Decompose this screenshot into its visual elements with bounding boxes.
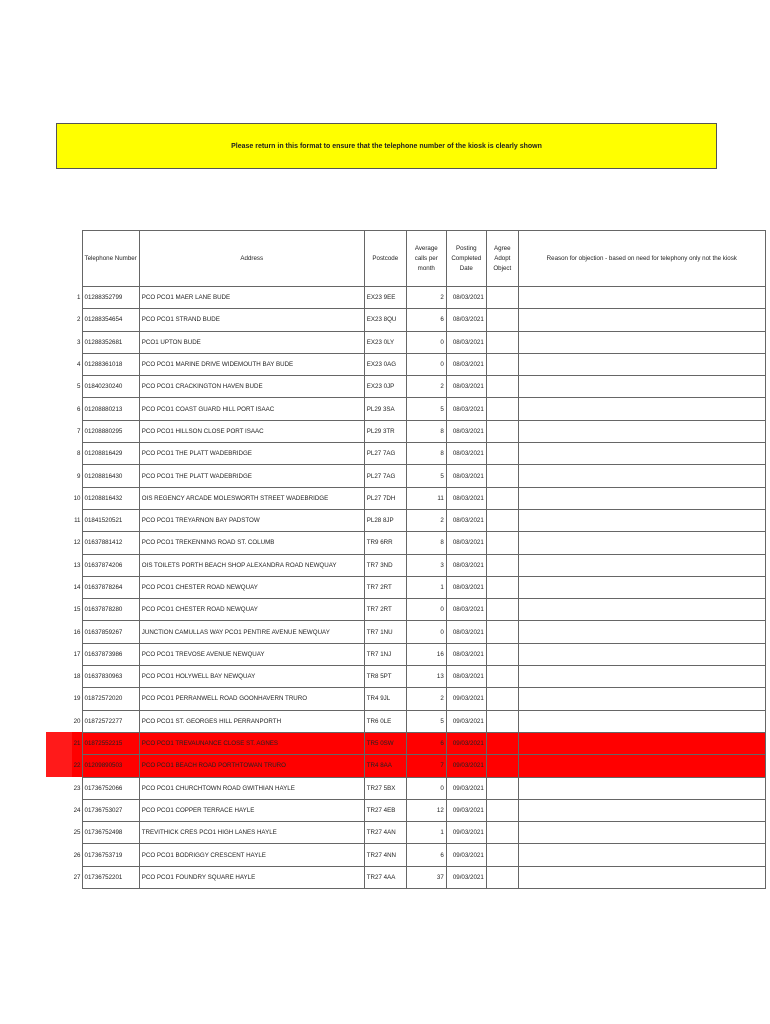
calls-cell: 16 — [406, 643, 446, 665]
header-address: Address — [139, 231, 364, 287]
posting-date-cell: 08/03/2021 — [446, 554, 486, 576]
postcode-cell: TR27 4AA — [364, 866, 406, 888]
reason-cell — [518, 732, 765, 754]
postcode-cell: TR5 0SW — [364, 732, 406, 754]
table-row — [72, 621, 765, 643]
reason-cell — [518, 576, 765, 598]
agree-cell — [486, 799, 518, 821]
instruction-banner — [56, 123, 717, 169]
agree-cell — [486, 287, 518, 309]
address-cell: PCO PCO1 COAST GUARD HILL PORT ISAAC — [139, 398, 364, 420]
posting-date-cell: 09/03/2021 — [446, 844, 486, 866]
table-row — [72, 331, 765, 353]
address-cell: PCO PCO1 THE PLATT WADEBRIDGE — [139, 443, 364, 465]
telephone-cell: 01288361018 — [82, 353, 139, 375]
row-number: 18 — [73, 673, 81, 681]
calls-cell: 13 — [406, 666, 446, 688]
row-number: 3 — [77, 338, 81, 346]
posting-date-cell: 08/03/2021 — [446, 420, 486, 442]
header-posting: Posting Completed Date — [446, 231, 486, 287]
postcode-cell: TR7 2RT — [364, 599, 406, 621]
reason-cell — [518, 621, 765, 643]
posting-date-cell: 09/03/2021 — [446, 777, 486, 799]
postcode-cell: TR7 2RT — [364, 576, 406, 598]
table-row — [72, 822, 765, 844]
header-row — [72, 231, 765, 287]
agree-cell — [486, 420, 518, 442]
table-row — [72, 643, 765, 665]
telephone-cell: 01736752201 — [82, 866, 139, 888]
telephone-cell: 01736753027 — [82, 799, 139, 821]
row-number: 21 — [73, 740, 81, 748]
row-number: 14 — [73, 584, 81, 591]
postcode-cell: TR8 5PT — [364, 666, 406, 688]
posting-date-cell: 08/03/2021 — [446, 487, 486, 509]
reason-cell — [518, 443, 765, 465]
row-number: 2 — [77, 316, 81, 324]
reason-cell — [518, 353, 765, 375]
agree-cell — [486, 398, 518, 420]
address-cell: PCO PCO1 HOLYWELL BAY NEWQUAY — [139, 666, 364, 688]
row-number: 12 — [73, 539, 81, 547]
calls-cell: 5 — [406, 710, 446, 732]
row-number: 16 — [73, 628, 81, 636]
row-number: 4 — [77, 361, 81, 369]
reason-cell — [518, 532, 765, 554]
postcode-cell: EX23 0AG — [364, 353, 406, 375]
kiosk-table — [72, 230, 766, 889]
calls-cell: 6 — [406, 732, 446, 754]
table-row — [72, 398, 765, 420]
reason-cell — [518, 866, 765, 888]
address-cell: TREVITHICK CRES PCO1 HIGH LANES HAYLE — [139, 822, 364, 844]
address-cell: JUNCTION CAMULLAS WAY PCO1 PENTIRE AVENUE NEWQUAY — [139, 621, 364, 643]
reason-cell — [518, 331, 765, 353]
telephone-cell: 01209890503 — [82, 755, 139, 777]
agree-cell — [486, 666, 518, 688]
address-cell: PCO PCO1 HILLSON CLOSE PORT ISAAC — [139, 420, 364, 442]
reason-cell — [518, 688, 765, 710]
row-number: 5 — [77, 383, 81, 391]
posting-date-cell: 08/03/2021 — [446, 353, 486, 375]
reason-cell — [518, 643, 765, 665]
header-reason: Reason for objection - based on need for telephony only not the kiosk — [518, 231, 765, 287]
address-cell: PCO PCO1 PERRANWELL ROAD GOONHAVERN TRURO — [139, 688, 364, 710]
postcode-cell: TR9 6RR — [364, 532, 406, 554]
address-cell: PCO PCO1 BEACH ROAD PORTHTOWAN TRURO — [139, 755, 364, 777]
telephone-cell: 01637859267 — [82, 621, 139, 643]
table-row — [72, 287, 765, 309]
postcode-cell: TR7 1NU — [364, 621, 406, 643]
posting-date-cell: 09/03/2021 — [446, 822, 486, 844]
posting-date-cell: 09/03/2021 — [446, 710, 486, 732]
calls-cell: 2 — [406, 287, 446, 309]
calls-cell: 8 — [406, 420, 446, 442]
calls-cell: 0 — [406, 331, 446, 353]
telephone-cell: 01840230240 — [82, 376, 139, 398]
reason-cell — [518, 799, 765, 821]
reason-cell — [518, 465, 765, 487]
banner-text: Please return in this format to ensure that the telephone number of the kiosk is clearly shown — [231, 142, 542, 150]
agree-cell — [486, 309, 518, 331]
address-cell: PCO PCO1 TREVAUNANCE CLOSE ST. AGNES — [139, 732, 364, 754]
posting-date-cell: 08/03/2021 — [446, 331, 486, 353]
address-cell: PCO PCO1 CRACKINGTON HAVEN BUDE — [139, 376, 364, 398]
address-cell: PCO1 UPTON BUDE — [139, 331, 364, 353]
calls-cell: 1 — [406, 576, 446, 598]
calls-cell: 6 — [406, 844, 446, 866]
reason-cell — [518, 420, 765, 442]
table-row — [72, 465, 765, 487]
agree-cell — [486, 465, 518, 487]
table-row — [72, 755, 765, 777]
postcode-cell: PL27 7DH — [364, 487, 406, 509]
address-cell: PCO PCO1 TREVOSE AVENUE NEWQUAY — [139, 643, 364, 665]
table-row — [72, 666, 765, 688]
agree-cell — [486, 643, 518, 665]
telephone-cell: 01736752066 — [82, 777, 139, 799]
table-row — [72, 777, 765, 799]
posting-date-cell: 08/03/2021 — [446, 621, 486, 643]
table-row — [72, 532, 765, 554]
postcode-cell: TR4 9JL — [364, 688, 406, 710]
table-row — [72, 844, 765, 866]
address-cell: OIS REGENCY ARCADE MOLESWORTH STREET WADEBRIDGE — [139, 487, 364, 509]
telephone-cell: 01736753719 — [82, 844, 139, 866]
postcode-cell: EX23 0LY — [364, 331, 406, 353]
agree-cell — [486, 599, 518, 621]
agree-cell — [486, 443, 518, 465]
telephone-cell: 01841520521 — [82, 509, 139, 531]
telephone-cell: 01208880213 — [82, 398, 139, 420]
posting-date-cell: 08/03/2021 — [446, 287, 486, 309]
postcode-cell: PL27 7AG — [364, 465, 406, 487]
telephone-cell: 01637873986 — [82, 643, 139, 665]
row-number: 13 — [73, 561, 81, 569]
agree-cell — [486, 866, 518, 888]
calls-cell: 5 — [406, 398, 446, 420]
postcode-cell: TR27 4NN — [364, 844, 406, 866]
row-number: 23 — [73, 784, 81, 792]
posting-date-cell: 09/03/2021 — [446, 688, 486, 710]
row-number: 10 — [73, 494, 81, 502]
reason-cell — [518, 309, 765, 331]
posting-date-cell: 09/03/2021 — [446, 755, 486, 777]
agree-cell — [486, 376, 518, 398]
row-number: 20 — [73, 717, 81, 725]
row-number: 17 — [73, 650, 81, 658]
row-number: 27 — [73, 873, 81, 881]
agree-cell — [486, 755, 518, 777]
posting-date-cell: 08/03/2021 — [446, 509, 486, 531]
row-number: 19 — [73, 695, 81, 703]
posting-date-cell: 08/03/2021 — [446, 376, 486, 398]
agree-cell — [486, 532, 518, 554]
row-number: 7 — [77, 427, 81, 435]
address-cell: PCO PCO1 MARINE DRIVE WIDEMOUTH BAY BUDE — [139, 353, 364, 375]
telephone-cell: 01288352799 — [82, 287, 139, 309]
postcode-cell: TR27 4EB — [364, 799, 406, 821]
table-row — [72, 487, 765, 509]
calls-cell: 8 — [406, 532, 446, 554]
calls-cell: 0 — [406, 599, 446, 621]
address-cell: PCO PCO1 FOUNDRY SQUARE HAYLE — [139, 866, 364, 888]
address-cell: PCO PCO1 CHESTER ROAD NEWQUAY — [139, 599, 364, 621]
row-number: 9 — [77, 472, 81, 480]
table-row — [72, 554, 765, 576]
reason-cell — [518, 554, 765, 576]
agree-cell — [486, 688, 518, 710]
table-row — [72, 376, 765, 398]
row-number: 25 — [73, 829, 81, 837]
telephone-cell: 01208816430 — [82, 465, 139, 487]
posting-date-cell: 08/03/2021 — [446, 599, 486, 621]
posting-date-cell: 08/03/2021 — [446, 666, 486, 688]
table-row — [72, 710, 765, 732]
agree-cell — [486, 509, 518, 531]
header-agree: Agree Adopt Object — [486, 231, 518, 287]
row-number: 24 — [73, 806, 81, 814]
postcode-cell: EX23 9EE — [364, 287, 406, 309]
postcode-cell: PL29 3TR — [364, 420, 406, 442]
header-postcode: Postcode — [364, 231, 406, 287]
row-number: 6 — [77, 405, 81, 413]
table-row — [72, 509, 765, 531]
table-row — [72, 576, 765, 598]
telephone-cell: 01872552215 — [82, 732, 139, 754]
agree-cell — [486, 487, 518, 509]
table-row — [72, 688, 765, 710]
postcode-cell: TR4 8AA — [364, 755, 406, 777]
row-number: 8 — [77, 450, 81, 458]
telephone-cell: 01637878264 — [82, 576, 139, 598]
posting-date-cell: 08/03/2021 — [446, 532, 486, 554]
posting-date-cell: 08/03/2021 — [446, 643, 486, 665]
reason-cell — [518, 710, 765, 732]
telephone-cell: 01637830963 — [82, 666, 139, 688]
calls-cell: 2 — [406, 376, 446, 398]
address-cell: PCO PCO1 ST. GEORGES HILL PERRANPORTH — [139, 710, 364, 732]
calls-cell: 7 — [406, 755, 446, 777]
agree-cell — [486, 621, 518, 643]
table-row — [72, 443, 765, 465]
telephone-cell: 01736752498 — [82, 822, 139, 844]
table-row — [72, 353, 765, 375]
table-row — [72, 799, 765, 821]
row-number: 22 — [73, 762, 81, 770]
agree-cell — [486, 331, 518, 353]
calls-cell: 2 — [406, 688, 446, 710]
table-row — [72, 866, 765, 888]
posting-date-cell: 09/03/2021 — [446, 732, 486, 754]
postcode-cell: EX23 8QU — [364, 309, 406, 331]
telephone-cell: 01288354654 — [82, 309, 139, 331]
telephone-cell: 01872572277 — [82, 710, 139, 732]
address-cell: PCO PCO1 THE PLATT WADEBRIDGE — [139, 465, 364, 487]
address-cell: PCO PCO1 STRAND BUDE — [139, 309, 364, 331]
posting-date-cell: 09/03/2021 — [446, 799, 486, 821]
agree-cell — [486, 777, 518, 799]
reason-cell — [518, 398, 765, 420]
telephone-cell: 01288352681 — [82, 331, 139, 353]
agree-cell — [486, 844, 518, 866]
table-row — [72, 599, 765, 621]
address-cell: PCO PCO1 TREYARNON BAY PADSTOW — [139, 509, 364, 531]
address-cell: PCO PCO1 CHESTER ROAD NEWQUAY — [139, 576, 364, 598]
telephone-cell: 01637878280 — [82, 599, 139, 621]
table-row — [72, 732, 765, 754]
reason-cell — [518, 777, 765, 799]
calls-cell: 0 — [406, 621, 446, 643]
calls-cell: 3 — [406, 554, 446, 576]
telephone-cell: 01208816429 — [82, 443, 139, 465]
calls-cell: 0 — [406, 353, 446, 375]
reason-cell — [518, 599, 765, 621]
header-calls: Average calls per month — [406, 231, 446, 287]
calls-cell: 11 — [406, 487, 446, 509]
agree-cell — [486, 554, 518, 576]
reason-cell — [518, 287, 765, 309]
table-row — [72, 309, 765, 331]
row-number: 26 — [73, 851, 81, 859]
reason-cell — [518, 755, 765, 777]
telephone-cell: 01208880295 — [82, 420, 139, 442]
reason-cell — [518, 376, 765, 398]
calls-cell: 1 — [406, 822, 446, 844]
reason-cell — [518, 666, 765, 688]
agree-cell — [486, 710, 518, 732]
calls-cell: 37 — [406, 866, 446, 888]
postcode-cell: TR27 4AN — [364, 822, 406, 844]
reason-cell — [518, 509, 765, 531]
postcode-cell: PL29 3SA — [364, 398, 406, 420]
posting-date-cell: 08/03/2021 — [446, 443, 486, 465]
agree-cell — [486, 822, 518, 844]
posting-date-cell: 08/03/2021 — [446, 398, 486, 420]
address-cell: PCO PCO1 TREKENNING ROAD ST. COLUMB — [139, 532, 364, 554]
telephone-cell: 01872572020 — [82, 688, 139, 710]
address-cell: OIS TOILETS PORTH BEACH SHOP ALEXANDRA ROAD NEWQUAY — [139, 554, 364, 576]
calls-cell: 6 — [406, 309, 446, 331]
posting-date-cell: 08/03/2021 — [446, 309, 486, 331]
postcode-cell: TR6 0LE — [364, 710, 406, 732]
header-telephone: Telephone Number — [82, 231, 139, 287]
postcode-cell: TR7 3ND — [364, 554, 406, 576]
posting-date-cell: 08/03/2021 — [446, 465, 486, 487]
reason-cell — [518, 822, 765, 844]
calls-cell: 12 — [406, 799, 446, 821]
postcode-cell: TR27 5BX — [364, 777, 406, 799]
address-cell: PCO PCO1 COPPER TERRACE HAYLE — [139, 799, 364, 821]
table-row — [72, 420, 765, 442]
calls-cell: 8 — [406, 443, 446, 465]
telephone-cell: 01637881412 — [82, 532, 139, 554]
row-number: 11 — [74, 517, 81, 525]
telephone-cell: 01208816432 — [82, 487, 139, 509]
address-cell: PCO PCO1 BODRIGGY CRESCENT HAYLE — [139, 844, 364, 866]
address-cell: PCO PCO1 CHURCHTOWN ROAD GWITHIAN HAYLE — [139, 777, 364, 799]
postcode-cell: TR7 1NJ — [364, 643, 406, 665]
reason-cell — [518, 487, 765, 509]
address-cell: PCO PCO1 MAER LANE BUDE — [139, 287, 364, 309]
row-number: 1 — [77, 294, 81, 302]
postcode-cell: PL28 8JP — [364, 509, 406, 531]
calls-cell: 2 — [406, 509, 446, 531]
agree-cell — [486, 353, 518, 375]
posting-date-cell: 08/03/2021 — [446, 576, 486, 598]
agree-cell — [486, 576, 518, 598]
calls-cell: 5 — [406, 465, 446, 487]
telephone-cell: 01637874206 — [82, 554, 139, 576]
agree-cell — [486, 732, 518, 754]
calls-cell: 0 — [406, 777, 446, 799]
postcode-cell: EX23 0JP — [364, 376, 406, 398]
reason-cell — [518, 844, 765, 866]
posting-date-cell: 09/03/2021 — [446, 866, 486, 888]
row-number: 15 — [73, 606, 81, 614]
postcode-cell: PL27 7AG — [364, 443, 406, 465]
